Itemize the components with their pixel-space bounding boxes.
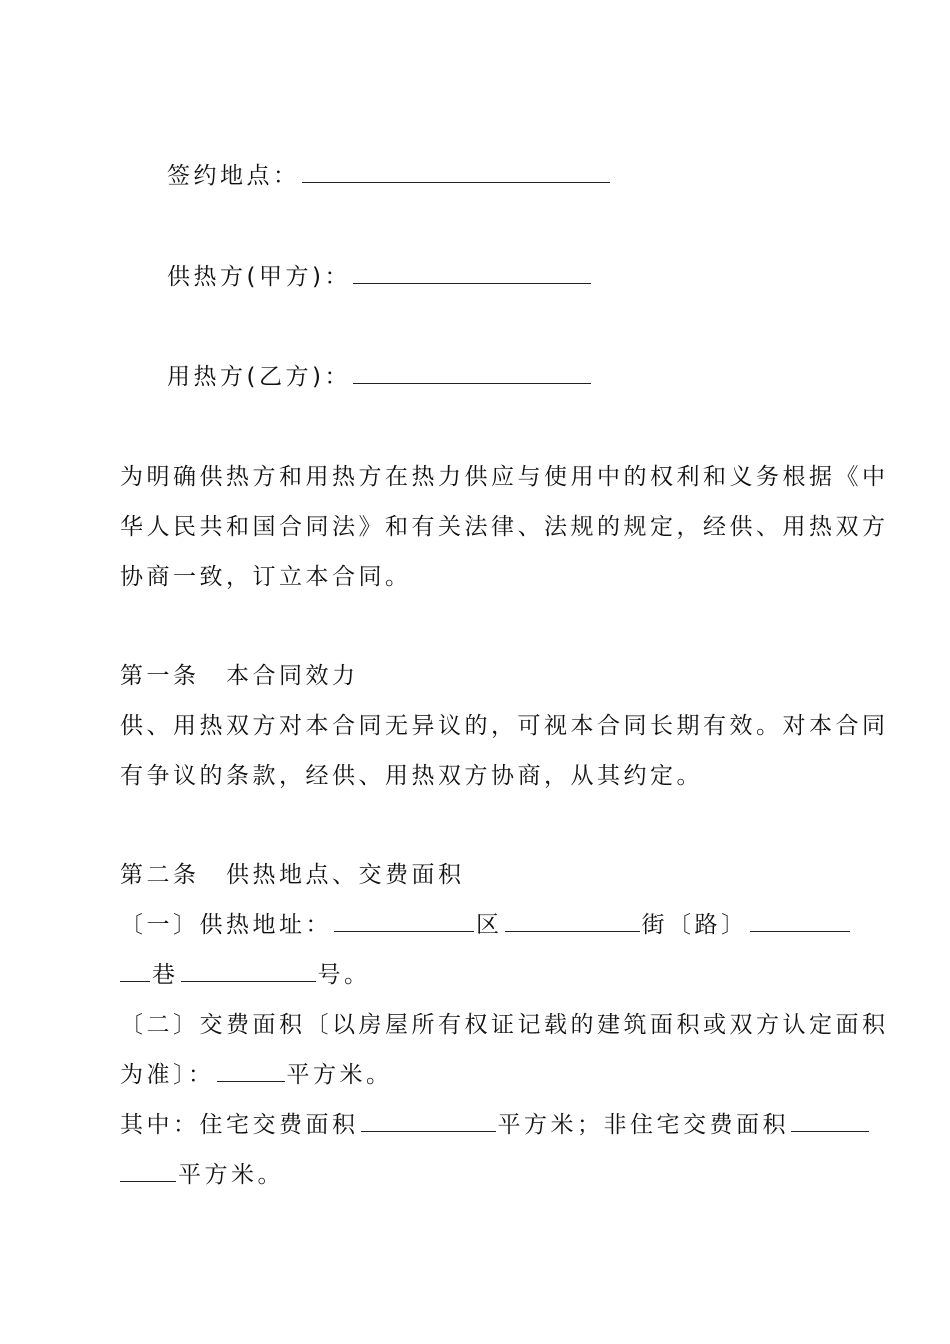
sign-place-blank[interactable] — [302, 164, 610, 183]
user-label: 用热方(乙方)： — [167, 364, 351, 390]
area-detail-line-1 — [120, 1110, 871, 1140]
residential-area-label: 其中：住宅交费面积 — [120, 1112, 359, 1138]
area-prefix: 为准〕： — [120, 1062, 215, 1088]
address-lane-label: 巷 — [152, 962, 179, 988]
non-residential-area-blank-part1[interactable] — [791, 1113, 869, 1132]
address-lane-blank-part1[interactable] — [750, 913, 850, 932]
address-district-label: 区 — [476, 912, 503, 938]
address-district-blank[interactable] — [334, 913, 474, 932]
area-line-1: 〔二〕交费面积〔以房屋所有权证记载的建筑面积或双方认定面积 — [120, 1012, 889, 1038]
address-number-label: 号。 — [317, 962, 371, 988]
non-residential-area-blank-part2[interactable] — [120, 1163, 176, 1182]
address-line-1 — [120, 910, 852, 940]
article-2-title: 第二条 供热地点、交费面积 — [120, 862, 465, 888]
supplier-field — [167, 262, 593, 292]
address-street-blank[interactable] — [505, 913, 640, 932]
sign-place-field — [167, 161, 612, 191]
area-unit: 平方米。 — [286, 1062, 393, 1088]
non-residential-area-label: 平方米；非住宅交费面积 — [497, 1112, 789, 1138]
intro-line-3: 协商一致，订立本合同。 — [120, 564, 412, 590]
area-detail-line-2 — [120, 1160, 284, 1190]
address-lane-blank-part2[interactable] — [120, 963, 150, 982]
address-number-blank[interactable] — [181, 963, 316, 982]
address-line-2 — [120, 960, 371, 990]
intro-line-2: 华人民共和国合同法》和有关法律、法规的规定，经供、用热双方 — [120, 514, 889, 540]
article-1-line-1: 供、用热双方对本合同无异议的，可视本合同长期有效。对本合同 — [120, 713, 889, 739]
area-line-2 — [120, 1060, 393, 1090]
article-1-title: 第一条 本合同效力 — [120, 663, 359, 689]
user-blank[interactable] — [353, 365, 591, 384]
area-blank[interactable] — [217, 1063, 285, 1082]
non-residential-area-unit: 平方米。 — [178, 1162, 284, 1188]
intro-line-1: 为明确供热方和用热方在热力供应与使用中的权利和义务根据《中 — [120, 464, 889, 490]
residential-area-blank[interactable] — [361, 1113, 496, 1132]
supplier-label: 供热方(甲方)： — [167, 264, 351, 290]
article-1-line-2: 有争议的条款，经供、用热双方协商，从其约定。 — [120, 763, 703, 789]
sign-place-label: 签约地点： — [167, 163, 300, 189]
supplier-blank[interactable] — [353, 265, 591, 284]
address-prefix: 〔一〕供热地址： — [120, 912, 332, 938]
user-field — [167, 362, 593, 392]
address-street-label: 街〔路〕 — [641, 912, 748, 938]
